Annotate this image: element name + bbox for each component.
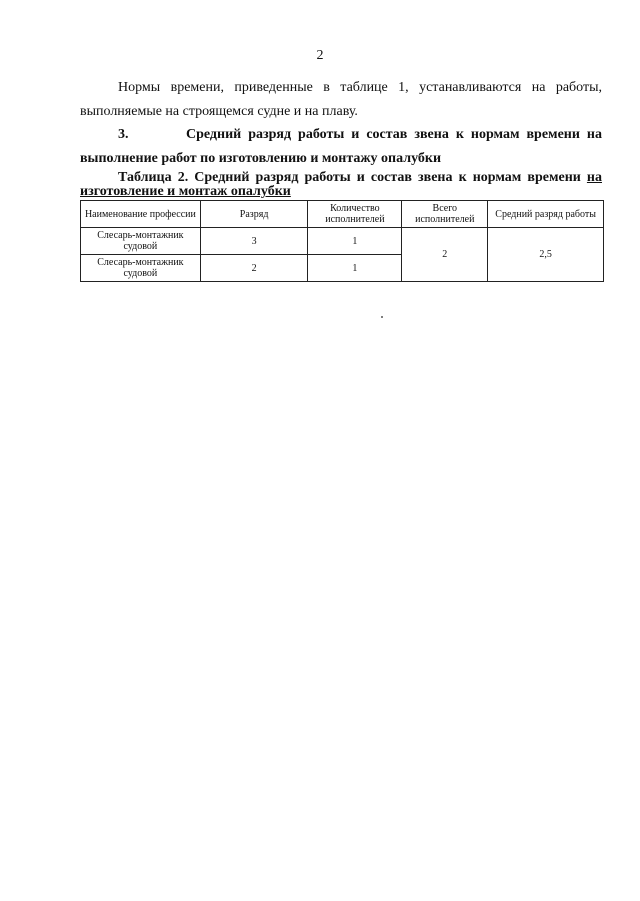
table-caption-part1: Таблица 2. Средний разряд работы и состав звена к нормам времени	[118, 170, 587, 185]
section-heading	[80, 123, 602, 171]
cell-worker-count: 1	[308, 228, 402, 255]
cell-average-grade: 2,5	[488, 228, 604, 282]
scan-speck	[381, 316, 383, 318]
section-title: Средний разряд работы и состав звена к нормам времени на выполнение работ по изготовлению и монтажу опалубки	[80, 127, 602, 166]
cell-profession: Слесарь-монтажник судовой	[81, 228, 201, 255]
header-profession: Наименование профессии	[81, 201, 201, 228]
cell-profession: Слесарь-монтажник судовой	[81, 255, 201, 282]
cell-total-workers: 2	[402, 228, 488, 282]
section-number: 3.	[118, 127, 129, 142]
cell-worker-count: 1	[308, 255, 402, 282]
paragraph-time-norms: Нормы времени, приведенные в таблице 1, устанавливаются на работы, выполняемые на строящемся судне и на плаву.	[80, 80, 602, 119]
page-number: 2	[316, 48, 324, 63]
header-total-workers: Всего исполнителей	[402, 201, 488, 228]
header-worker-count: Количество исполнителей	[308, 201, 402, 228]
crew-composition-table	[80, 200, 604, 282]
table-caption-part2: на изготовление и монтаж опалубки	[80, 170, 602, 199]
table-header-row	[81, 201, 604, 228]
table-row	[81, 228, 604, 255]
header-average-grade: Средний разряд работы	[488, 201, 604, 228]
table-caption	[80, 171, 602, 199]
cell-grade: 2	[200, 255, 308, 282]
cell-grade: 3	[200, 228, 308, 255]
header-grade: Разряд	[200, 201, 308, 228]
